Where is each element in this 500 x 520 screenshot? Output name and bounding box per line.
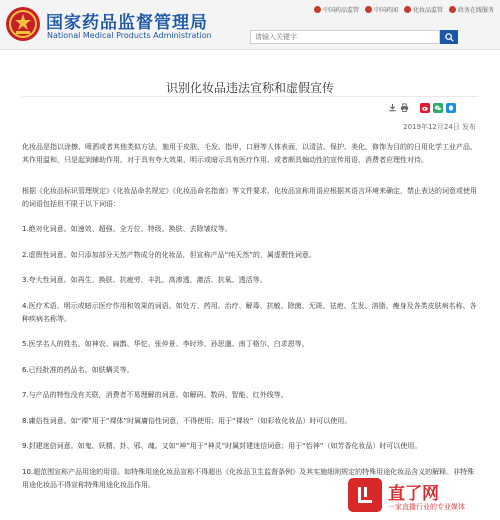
list-item: 10.超范围宣称产品用途的用语。如特殊用途化妆品宣称不得超出《化妆品卫生监督条例》及其实施细则规定的特殊用途化妆品含义的解释。非特殊用途化妆品不得宣称特殊用途化妆品作用。	[22, 467, 475, 489]
top-link-cosmetics[interactable]: 化妆品监管	[404, 5, 443, 14]
watermark-slogan: 一家直播行业的专业媒体	[388, 503, 465, 511]
search-box	[250, 30, 440, 44]
search-button[interactable]	[440, 30, 458, 44]
search-input[interactable]	[251, 31, 439, 43]
top-link-online-services[interactable]: 政务在线服务	[449, 5, 494, 14]
watermark-name: 直了网	[388, 484, 439, 504]
list-item: 7.与产品的特性没有关联，消费者不易理解的词意。如解码、数码、智能、红外线等。	[22, 391, 288, 399]
top-links	[314, 5, 494, 14]
link-icon	[404, 6, 411, 13]
article-tools	[388, 103, 409, 112]
weibo-share-icon[interactable]	[420, 103, 430, 113]
share-tools	[420, 103, 456, 113]
list-item: 3.夸大性词意。如再生、换肤、抗疲劳、丰乳、高渗透、激活、抗氧、透活等。	[22, 276, 267, 284]
site-watermark	[348, 478, 498, 518]
list-item: 6.已经批准的药品名。如肤螨灵等。	[22, 365, 134, 374]
site-subtitle: National Medical Products Administration	[47, 31, 212, 40]
qq-share-icon[interactable]	[446, 103, 456, 113]
wechat-share-icon[interactable]	[433, 103, 443, 113]
list-item: 4.医疗术语、明示或暗示医疗作用和效果的词语。如处方、药用、治疗、解毒、抗敏、除菌、无斑、祛疤、生发、溶脂、瘦身及各类皮肤病名称、各种疾病名称等。	[22, 301, 477, 323]
publish-date: 2019年12月24日 发布	[403, 123, 476, 131]
print-icon[interactable]	[400, 103, 409, 112]
list-item: 5.医学名人的姓名。如神农、扁鹊、华佗、张仲景、李时珍、孙思邈、南丁格尔、白求恩等。	[22, 340, 309, 348]
top-link-drug-regulation[interactable]: 中国药品监管	[314, 5, 359, 14]
list-item: 9.封建迷信词意。如鬼、妖精、卦、邪、魂。又如“神”用于“神灵”时属封建迷信词意；用于“怡神”（如芳香化妆品）时可以使用。	[22, 442, 422, 450]
list-item: 2.虚假性词意。如只添加部分天然产物成分的化妆品，但宣称产品“纯天然”的，属虚假性词意。	[22, 250, 316, 259]
intro-paragraph: 化妆品是指以涂擦、喷洒或者其他类似方法，施用于皮肤、毛发、指甲、口唇等人体表面，以清洁、保护、美化、修饰为目的的日用化学工业产品，其作用温和，只是起到辅助作用。对于具有夸大效果、明示或暗示具有医疗作用、或者颇具煽动性的宣传用语，消费者应理性对待。	[22, 143, 477, 164]
rule-paragraph: 根据《化妆品标识管理规定》《化妆品命名规定》《化妆品命名指南》等文件要求，化妆品宣称用语应根据其语言环境来确定，禁止表达的词意或使用的词语包括但不限于以下词语：	[22, 187, 477, 208]
article-body	[22, 141, 478, 504]
top-link-news[interactable]: 中国药闻	[365, 5, 398, 14]
link-icon	[365, 6, 372, 13]
link-icon	[314, 6, 321, 13]
link-icon	[449, 6, 456, 13]
site-header	[0, 0, 500, 50]
national-emblem-icon[interactable]	[5, 6, 41, 42]
site-title[interactable]: 国家药品监督管理局	[46, 13, 208, 33]
download-icon[interactable]	[388, 103, 397, 112]
list-item: 1.绝对化词意。如速效、超强、全方位、特级、换肤、去除皱纹等。	[22, 225, 232, 233]
list-item: 8.庸俗性词意。如“裸”用于“裸体”时属庸俗性词意，不得使用；用于“裸妆”（如彩妆化妆品）时可以使用。	[22, 416, 352, 425]
title-divider	[22, 96, 478, 97]
search-icon	[445, 33, 454, 42]
article-title: 识别化妆品违法宣称和虚假宣传	[165, 81, 334, 95]
watermark-logo-icon	[348, 478, 382, 512]
